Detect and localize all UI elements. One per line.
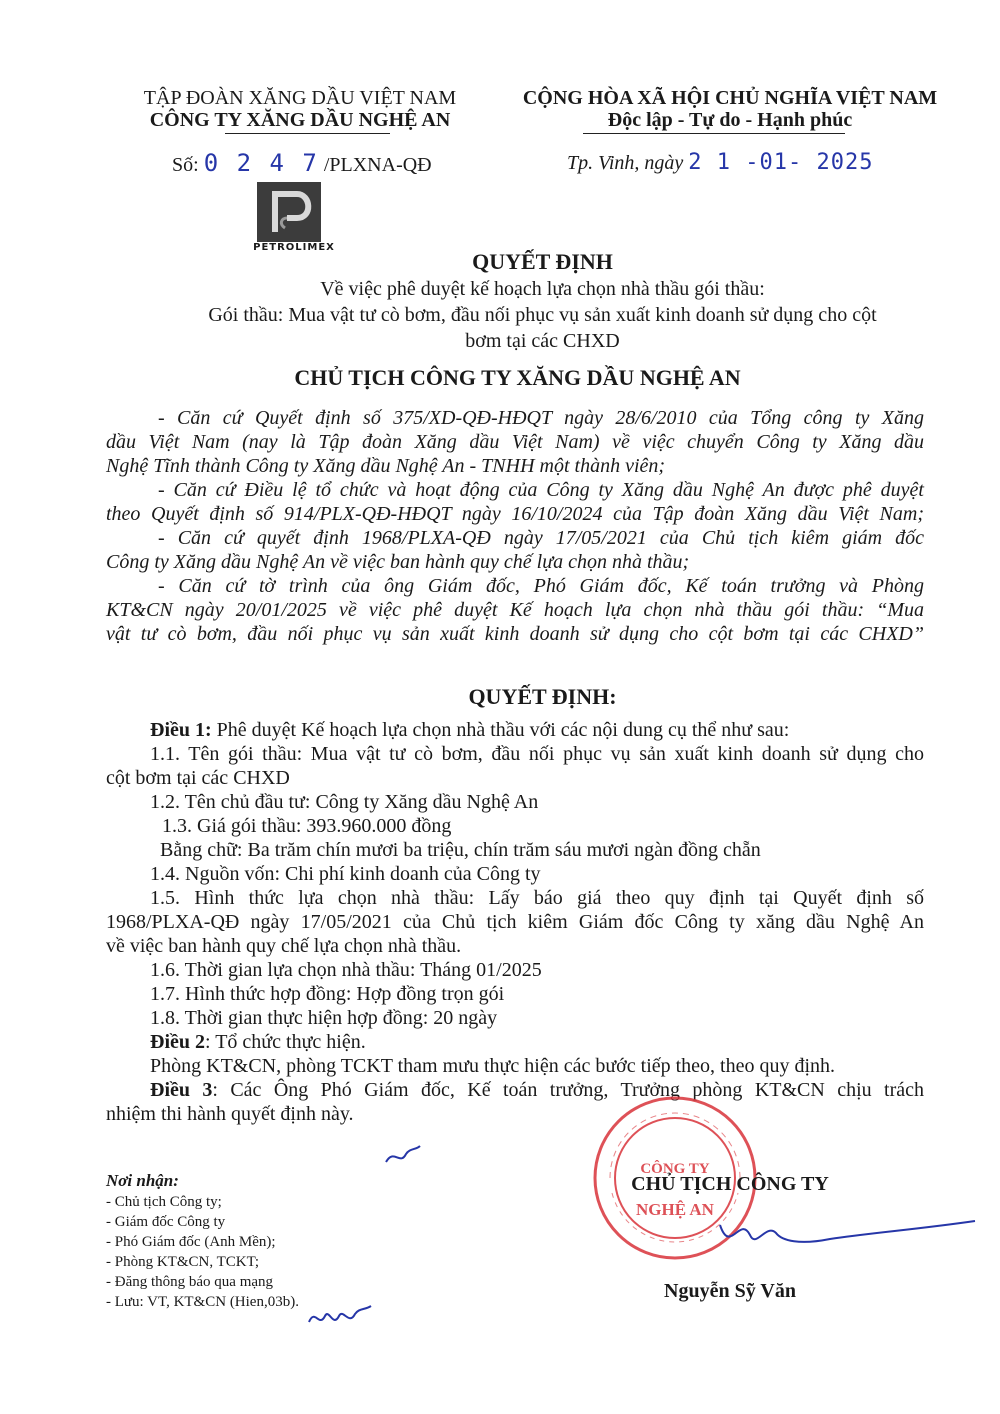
- country-name: CỘNG HÒA XÃ HỘI CHỦ NGHĨA VIỆT NAM: [522, 87, 938, 109]
- article-2-body: Phòng KT&CN, phòng TCKT tham mưu thực hiện các bước tiếp theo, theo quy định.: [150, 1055, 836, 1077]
- subject-line-1: Về việc phê duyệt kế hoạch lựa chọn nhà thầu gói thầu:: [320, 278, 765, 300]
- article-1-text: Phê duyệt Kế hoạch lựa chọn nhà thầu với các nội dung cụ thể như sau:: [211, 719, 790, 741]
- item-1-2: 1.2. Tên chủ đầu tư: Công ty Xăng dầu Nghệ An: [150, 791, 539, 813]
- basis-2-line-2: theo Quyết định số 914/PLX-QĐ-HĐQT ngày 16/10/2024 của Tập đoàn Xăng dầu Việt Nam;: [106, 503, 924, 525]
- basis-4-line-1: - Căn cứ tờ trình của ông Giám đốc, Phó Giám đốc, Kế toán trưởng và Phòng: [158, 575, 924, 597]
- item-1-5-line-2: 1968/PLXA-QĐ ngày 17/05/2021 của Chủ tịch kiêm Giám đốc Công ty xăng dầu Nghệ An: [106, 911, 924, 933]
- article-3-line-2: nhiệm thi hành quyết định này.: [106, 1103, 354, 1125]
- recipient-1: - Chủ tịch Công ty;: [106, 1194, 222, 1210]
- national-motto: Độc lập - Tự do - Hạnh phúc: [607, 109, 853, 131]
- article-1-label: Điều 1:: [150, 719, 212, 741]
- issuing-organization: CÔNG TY XĂNG DẦU NGHỆ AN: [149, 109, 451, 131]
- signer-name: Nguyễn Sỹ Văn: [664, 1280, 796, 1302]
- recipients-block: [106, 1170, 406, 1312]
- parent-organization: TẬP ĐOÀN XĂNG DẦU VIỆT NAM: [143, 87, 457, 109]
- recipient-6: - Lưu: VT, KT&CN (Hien,03b).: [106, 1294, 299, 1310]
- recipient-4: - Phòng KT&CN, TCKT;: [106, 1254, 260, 1270]
- article-2-label: Điều 2: [150, 1031, 205, 1053]
- recipient-3: - Phó Giám đốc (Anh Mền);: [106, 1234, 276, 1250]
- header-underline-left: [225, 133, 390, 134]
- item-1-6: 1.6. Thời gian lựa chọn nhà thầu: Tháng 01/2025: [150, 959, 542, 981]
- basis-1-line-1: - Căn cứ Quyết định số 375/XD-QĐ-HĐQT ngày 28/6/2010 của Tổng công ty Xăng: [158, 407, 924, 429]
- subject-line-3: bơm tại các CHXD: [465, 330, 620, 352]
- handwritten-initial-icon: [305, 1298, 375, 1338]
- item-1-7: 1.7. Hình thức hợp đồng: Hợp đồng trọn gói: [150, 983, 505, 1005]
- place-and-date: [567, 151, 873, 175]
- article-3-text: : Các Ông Phó Giám đốc, Kế toán trưởng, Trưởng phòng KT&CN chịu trách: [212, 1079, 925, 1101]
- initial-mark-icon: [382, 1140, 422, 1170]
- svg-text:NGHỆ AN: NGHỆ AN: [636, 1200, 714, 1219]
- recipient-2: - Giám đốc Công ty: [106, 1214, 226, 1230]
- article-3-line-1: [106, 1078, 924, 1102]
- item-1-1-line-2: cột bơm tại các CHXD: [106, 767, 290, 789]
- logo-text: PETROLIMEX: [253, 242, 335, 253]
- header-underline-right: [583, 133, 845, 134]
- recipients-title: Nơi nhận:: [106, 1171, 179, 1190]
- subject-line-2: Gói thầu: Mua vật tư cò bơm, đầu nối phục vụ sản xuất kinh doanh sử dụng cho cột: [208, 304, 877, 326]
- article-2-text: : Tổ chức thực hiện.: [205, 1031, 366, 1053]
- basis-2-line-1: - Căn cứ Điều lệ tổ chức và hoạt động của Công ty Xăng dầu Nghệ An được phê duyệt: [158, 479, 924, 501]
- item-1-8: 1.8. Thời gian thực hiện hợp đồng: 20 ngày: [150, 1007, 498, 1029]
- item-1-1-line-1: 1.1. Tên gói thầu: Mua vật tư cò bơm, đầu nối phục vụ sản xuất kinh doanh sử dụng cho: [150, 743, 924, 765]
- issuing-authority: CHỦ TỊCH CÔNG TY XĂNG DẦU NGHỆ AN: [294, 365, 741, 390]
- basis-3-line-2: Công ty Xăng dầu Nghệ An về việc ban hành quy chế lựa chọn nhà thầu;: [106, 551, 690, 573]
- number-suffix: /PLXNA-QĐ: [323, 154, 432, 176]
- date-value: 2 1 -01- 2025: [688, 150, 874, 175]
- document-number: [172, 151, 432, 177]
- basis-4-line-2: KT&CN ngày 20/01/2025 về việc phê duyệt Kế hoạch lựa chọn nhà thầu gói thầu: “Mua: [106, 599, 924, 621]
- basis-3-line-1: - Căn cứ quyết định 1968/PLXA-QĐ ngày 17/05/2021 của Chủ tịch kiêm giám đốc: [158, 527, 924, 549]
- item-1-4: 1.4. Nguồn vốn: Chi phí kinh doanh của Công ty: [150, 863, 541, 885]
- signature-icon: [690, 1205, 980, 1265]
- item-1-3: 1.3. Giá gói thầu: 393.960.000 đồng: [162, 815, 452, 837]
- item-1-5-line-3: về việc ban hành quy chế lựa chọn nhà thầu.: [106, 935, 462, 957]
- basis-1-line-2: dầu Việt Nam (nay là Tập đoàn Xăng dầu Việt Nam) về việc chuyển Công ty Xăng dầu: [106, 431, 924, 453]
- number-label: Số:: [172, 154, 199, 176]
- article-1: [106, 718, 924, 1126]
- number-value: 0 2 4 7: [203, 149, 319, 177]
- place-date-label: Tp. Vinh, ngày: [567, 152, 684, 174]
- recipient-5: - Đăng thông báo qua mạng: [106, 1274, 274, 1290]
- signer-role: CHỦ TỊCH CÔNG TY: [631, 1173, 829, 1195]
- document-title: QUYẾT ĐỊNH: [472, 249, 613, 274]
- item-1-3-in-words: Bằng chữ: Ba trăm chín mươi ba triệu, chín trăm sáu mươi ngàn đồng chẵn: [160, 839, 761, 861]
- article-3-label: Điều 3: [150, 1079, 213, 1101]
- basis-4-line-3: vật tư cò bơm, đầu nối phục vụ sản xuất kinh doanh sử dụng cho cột bơm tại các CHXD”: [106, 623, 924, 645]
- item-1-5-line-1: 1.5. Hình thức lựa chọn nhà thầu: Lấy báo giá theo quy định tại Quyết định số: [150, 887, 924, 909]
- legal-bases: [106, 406, 924, 646]
- basis-1-line-3: Nghệ Tĩnh thành Công ty Xăng dầu Nghệ An - TNHH một thành viên;: [106, 455, 666, 477]
- decision-heading: QUYẾT ĐỊNH:: [468, 684, 617, 709]
- article-1-intro: [106, 718, 924, 742]
- article-2-heading: [106, 1030, 924, 1054]
- stamp-text: CÔNG TY: [640, 1161, 710, 1177]
